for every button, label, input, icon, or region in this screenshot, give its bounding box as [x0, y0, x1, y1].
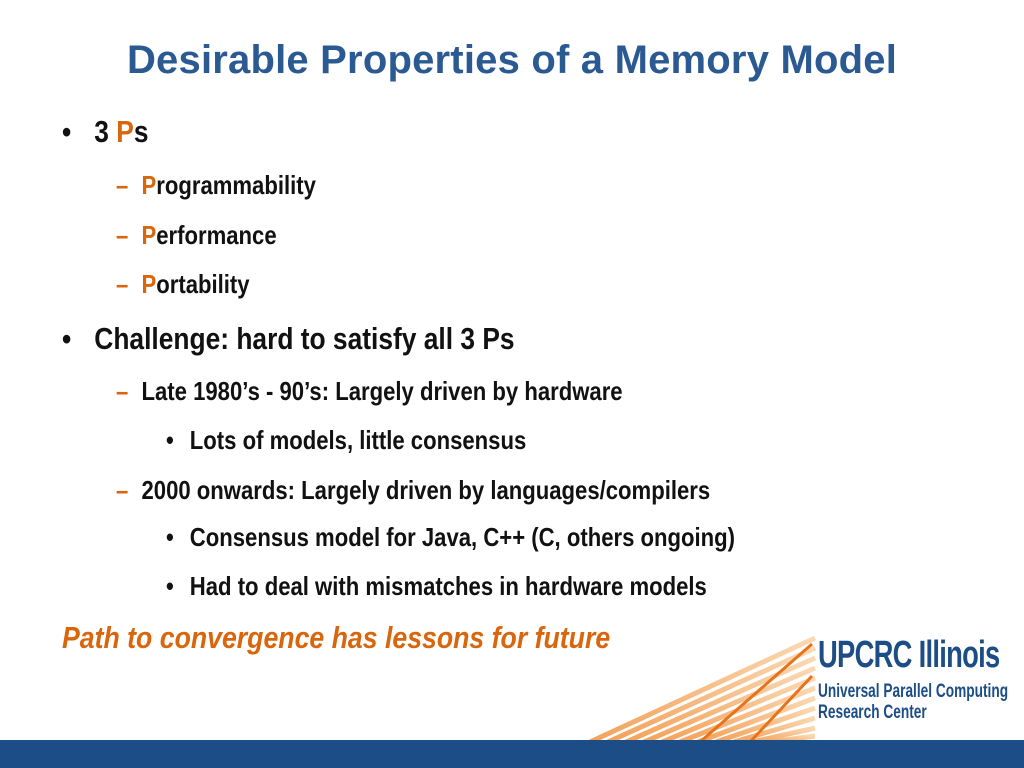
accent-letter: P [141, 170, 157, 200]
upcrc-logo [818, 634, 1024, 723]
dash-marker: – [116, 170, 129, 200]
bullet-marker: • [62, 114, 72, 149]
subsubbullet-consensus-model [166, 522, 735, 553]
subbullet-late-1980s [116, 376, 623, 407]
subbullet-programmability [116, 170, 316, 201]
dash-marker: – [116, 269, 129, 299]
logo-name: UPCRC Illinois [818, 634, 1000, 676]
subbullet-text: 2000 onwards: Largely driven by languages/compilers [141, 475, 711, 505]
logo-line-1: Universal Parallel Computing [818, 681, 1009, 702]
rays-graphic [550, 630, 820, 742]
dash-marker: – [116, 220, 129, 250]
subbullet-text: rogrammability [156, 170, 316, 200]
bullet-3ps [62, 114, 149, 150]
slide-title: Desirable Properties of a Memory Model [126, 38, 898, 82]
subsubbullet-text: Lots of models, little consensus [189, 425, 527, 455]
dot-marker: • [166, 571, 174, 601]
dash-marker: – [116, 475, 129, 505]
dot-marker: • [166, 425, 174, 455]
subbullet-portability [116, 269, 250, 300]
bullet-marker: • [62, 321, 72, 356]
dash-marker: – [116, 376, 129, 406]
bullet-rest: s [133, 114, 149, 149]
subbullet-text: ortability [156, 269, 250, 299]
subbullet-performance [116, 220, 277, 251]
bullet-text: Challenge: hard to satisfy all 3 Ps [94, 321, 515, 356]
subsubbullet-text: Had to deal with mismatches in hardware models [189, 571, 707, 601]
accent-letter: P [141, 269, 157, 299]
dot-marker: • [166, 522, 174, 552]
closing-statement: Path to convergence has lessons for future [62, 620, 611, 655]
accent-letter: P [116, 114, 134, 149]
bullet-challenge [62, 321, 515, 357]
subbullet-text: erformance [156, 220, 277, 250]
subbullet-2000-onwards [116, 475, 710, 506]
subsubbullet-lots-of-models [166, 425, 526, 456]
subsubbullet-mismatches [166, 571, 707, 602]
subbullet-text: Late 1980’s - 90’s: Largely driven by hardware [141, 376, 623, 406]
logo-line-2: Research Center [818, 702, 927, 723]
bullet-prefix: 3 [94, 114, 117, 149]
accent-letter: P [141, 220, 157, 250]
footer-bar [0, 740, 1024, 768]
subsubbullet-text: Consensus model for Java, C++ (C, others ongoing) [189, 522, 736, 552]
